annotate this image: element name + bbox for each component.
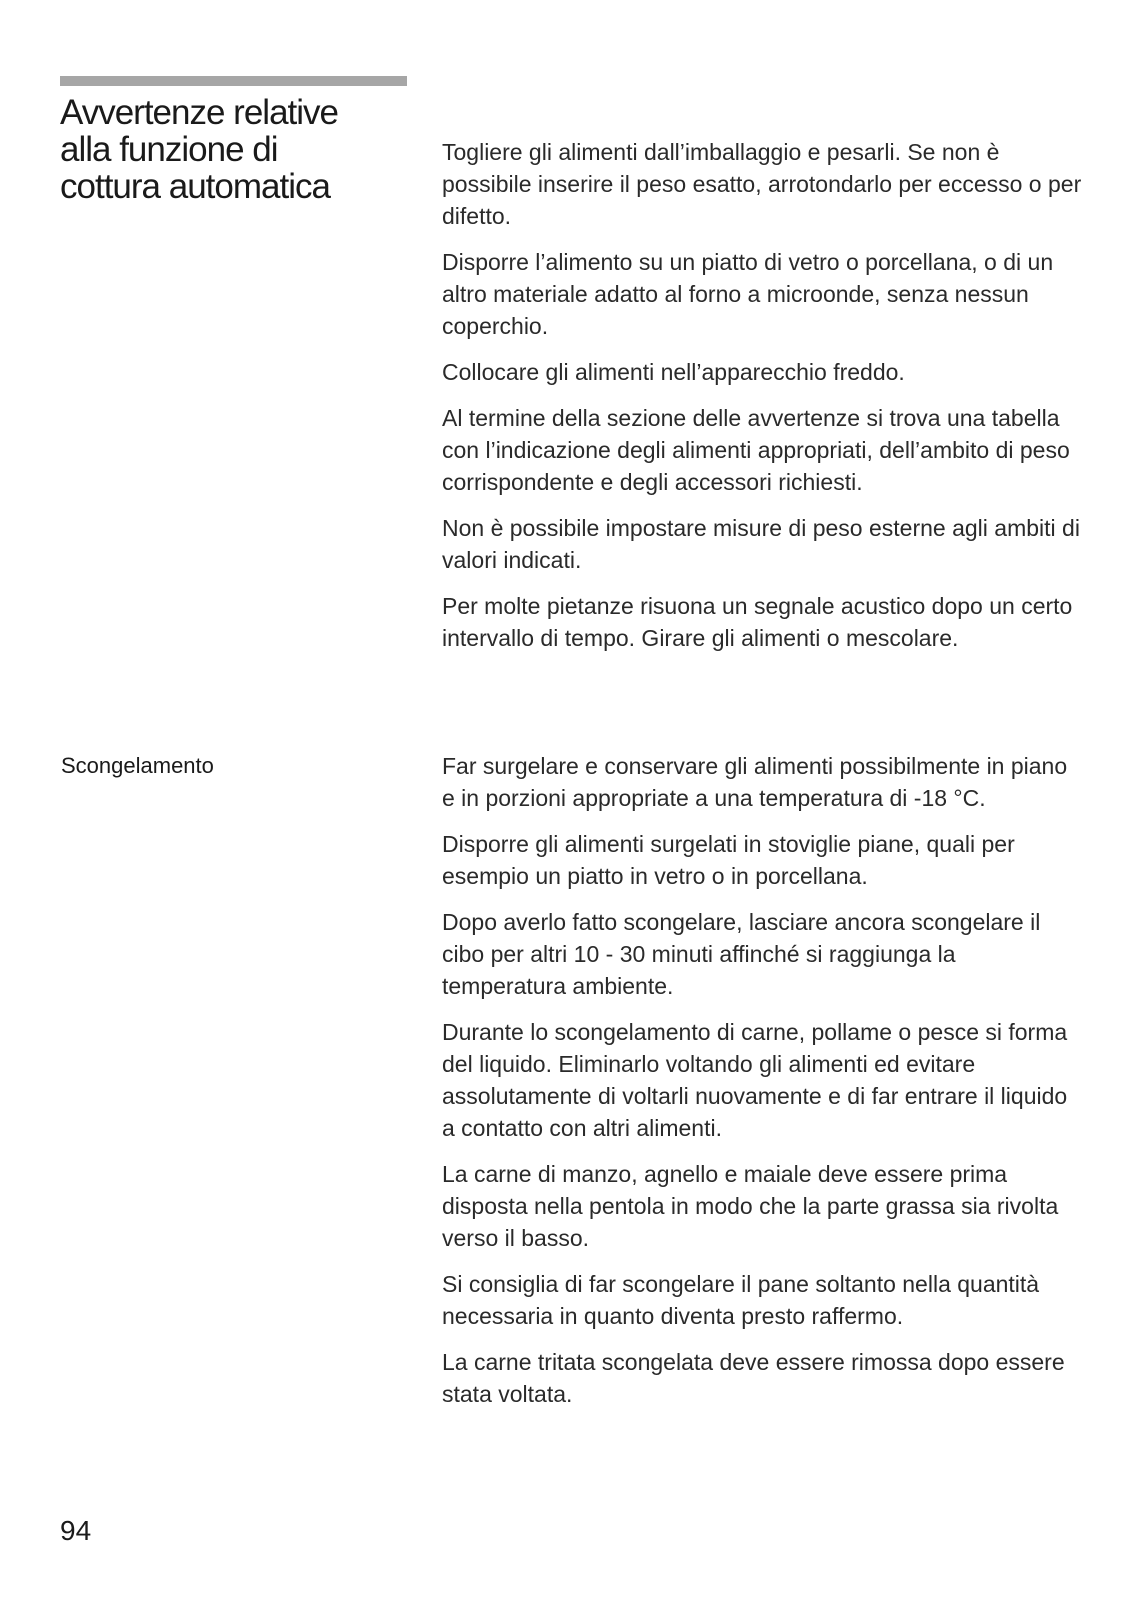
defrost-paragraph: Dopo averlo fatto scongelare, lasciare ancora scongelare il cibo per altri 10 - 30 minuti affinché si raggiunga la temperatura ambiente.	[442, 909, 1041, 999]
intro-paragraph: Al termine della sezione delle avvertenze si trova una tabella con l’indicazione degli alimenti appropriati, dell’ambito di peso corrispondente e degli accessori richiesti.	[442, 405, 1070, 495]
defrost-subheading: Scongelamento	[61, 753, 214, 778]
defrost-paragraph: Si consiglia di far scongelare il pane soltanto nella quantità necessaria in quanto diventa presto raffermo.	[442, 1271, 1040, 1329]
page-number: 94	[60, 1515, 92, 1546]
section-heading-line: cottura automatica	[60, 167, 330, 206]
defrost-paragraph: Disporre gli alimenti surgelati in stoviglie piane, quali per esempio un piatto in vetro o in porcellana.	[442, 831, 1015, 889]
section-heading-line: Avvertenze relative	[60, 93, 339, 132]
intro-paragraph: Collocare gli alimenti nell’apparecchio freddo.	[442, 359, 905, 385]
intro-paragraph: Per molte pietanze risuona un segnale acustico dopo un certo intervallo di tempo. Girare gli alimenti o mescolare.	[442, 593, 1073, 651]
intro-text-column	[442, 136, 1082, 668]
section-heading	[60, 94, 420, 205]
defrost-text-column	[442, 750, 1082, 1424]
intro-paragraph: Non è possibile impostare misure di peso esterne agli ambiti di valori indicati.	[442, 515, 1080, 573]
section-top-rule	[60, 76, 407, 86]
defrost-paragraph: La carne tritata scongelata deve essere rimossa dopo essere stata voltata.	[442, 1349, 1065, 1407]
defrost-paragraph: Durante lo scongelamento di carne, pollame o pesce si forma del liquido. Eliminarlo voltando gli alimenti ed evitare assolutamente di voltarli nuovamente e di far entrare il liquido a contatto con altri alimenti.	[442, 1019, 1068, 1141]
defrost-paragraph: Far surgelare e conservare gli alimenti possibilmente in piano e in porzioni appropriate a una temperatura di -18 °C.	[442, 753, 1068, 811]
section-heading-line: alla funzione di	[60, 130, 278, 169]
defrost-paragraph: La carne di manzo, agnello e maiale deve essere prima disposta nella pentola in modo che la parte grassa sia rivolta verso il basso.	[442, 1161, 1059, 1251]
intro-paragraph: Disporre l’alimento su un piatto di vetro o porcellana, o di un altro materiale adatto al forno a microonde, senza nessun coperchio.	[442, 249, 1054, 339]
intro-paragraph: Togliere gli alimenti dall’imballaggio e pesarli. Se non è possibile inserire il peso esatto, arrotondarlo per eccesso o per difetto.	[442, 139, 1082, 229]
